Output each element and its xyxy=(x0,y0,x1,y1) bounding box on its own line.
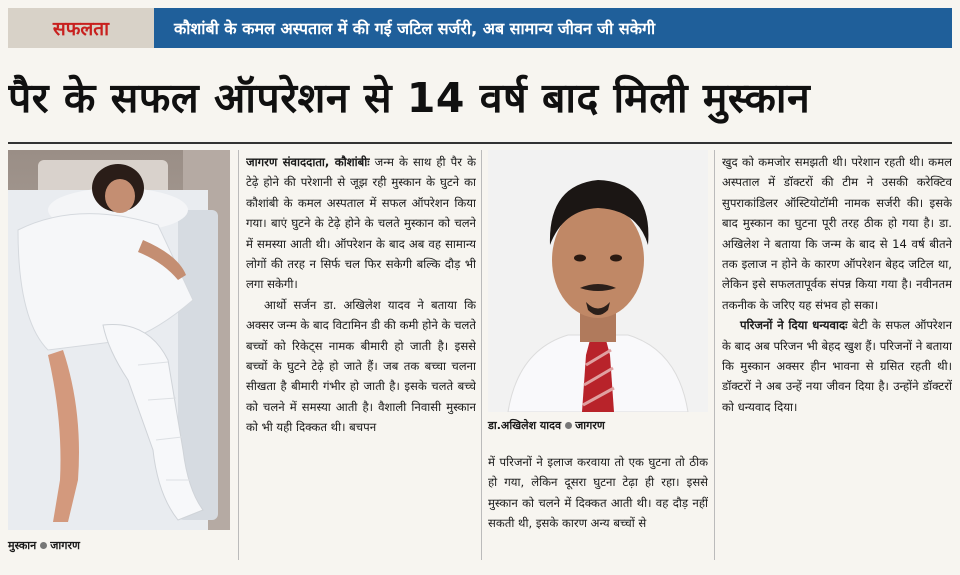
doctor-caption-name: डा.अखिलेश यादव xyxy=(488,419,562,432)
byline: जागरण संवाददाता, कौशांबीः xyxy=(246,155,370,169)
column-divider xyxy=(238,150,239,560)
section-tag: सफलता xyxy=(8,8,154,48)
headline: पैर के सफल ऑपरेशन से 14 वर्ष बाद मिली मुस्कान xyxy=(8,74,811,122)
patient-photo-illustration xyxy=(8,150,230,530)
article-column-1 xyxy=(246,152,476,564)
top-bar xyxy=(8,8,952,48)
strap-line: कौशांबी के कमल अस्पताल में की गई जटिल सर्जरी, अब सामान्य जीवन जी सकेगी xyxy=(154,8,952,48)
doctor-photo-illustration xyxy=(488,150,708,412)
article-column-2 xyxy=(488,452,708,564)
article-column-3 xyxy=(722,152,952,564)
doctor-caption-credit: जागरण xyxy=(575,419,605,432)
column-divider xyxy=(714,150,715,560)
patient-caption-name: मुस्कान xyxy=(8,539,37,552)
column-divider xyxy=(481,150,482,560)
subheading: परिजनों ने दिया धन्यवादः xyxy=(740,318,848,333)
patient-caption-credit: जागरण xyxy=(50,539,80,552)
article-text: बेटी के सफल ऑपरेशन के बाद अब परिजन भी बेहद खुश हैं। परिजनों ने बताया कि मुस्कान अक्सर हीन भावना से ग्रसित रहती थी। डॉक्टरों ने अब उन्हें नया जीवन दिया है। उन्होंने डॉक्टरों को धन्यवाद दिया। xyxy=(722,318,952,414)
article-paragraph xyxy=(246,152,476,295)
bullet-dot xyxy=(565,422,572,429)
article-paragraph: खुद को कमजोर समझती थी। परेशान रहती थी। कमल अस्पताल में डॉक्टरों की टीम ने उसकी करेक्टिव सुपराकांडिलर ऑस्टियोटॉमी नामक सर्जरी की। इसके बाद मुस्कान का घुटना पूरी तरह ठीक हो गया है। डा. अखिलेश ने बताया कि जन्म के बाद से 14 वर्ष बीतने तक इलाज न होने के कारण ऑपरेशन बेहद जटिल था, लेकिन इसे सफलतापूर्वक संपन्न किया गया है। नवीनतम तकनीक के जरिए यह संभव हो सका। xyxy=(722,155,952,312)
doctor-photo xyxy=(488,150,708,412)
bullet-dot xyxy=(40,542,47,549)
patient-caption xyxy=(8,538,80,553)
article-text: जन्म के साथ ही पैर के टेढ़े होने की परेशानी से जूझ रही मुस्कान के घुटने का कौशांबी के कमल अस्पताल में सफल ऑपरेशन किया गया। बाएं घुटने के टेढ़े होने के चलते मुस्कान को चलने में समस्या आती थी। ऑपरेशन के बाद अब वह सामान्य लोगों की तरह न सिर्फ चल फिर सकेगी बल्कि दौड़ भी लगा सकेगी। xyxy=(246,155,476,292)
article-paragraph: में परिजनों ने इलाज करवाया तो एक घुटना तो ठीक हो गया, लेकिन दूसरा घुटना टेढ़ा ही रहा। इससे मुस्कान को चलने में दिक्कत आती थी। वह दौड़ नहीं सकती थी, इसके कारण अन्य बच्चों से xyxy=(488,455,708,531)
article-paragraph: आर्थो सर्जन डा. अखिलेश यादव ने बताया कि अक्सर जन्म के बाद विटामिन डी की कमी होने के चलते बच्चों को रिकेट्स नामक बीमारी हो जाती है। इससे बच्चों के घुटने टेढ़े हो जाते हैं। जब तक बच्चा चलना सीखता है बीमारी गंभीर हो जाती है। इसके चलते बच्चे को चलने में समस्या आती है। वैशाली निवासी मुस्कान को भी यही दिक्कत थी। बचपन xyxy=(246,297,476,435)
headline-rule xyxy=(8,142,952,144)
doctor-caption xyxy=(488,418,605,433)
article-paragraph xyxy=(722,315,952,417)
patient-photo xyxy=(8,150,230,530)
